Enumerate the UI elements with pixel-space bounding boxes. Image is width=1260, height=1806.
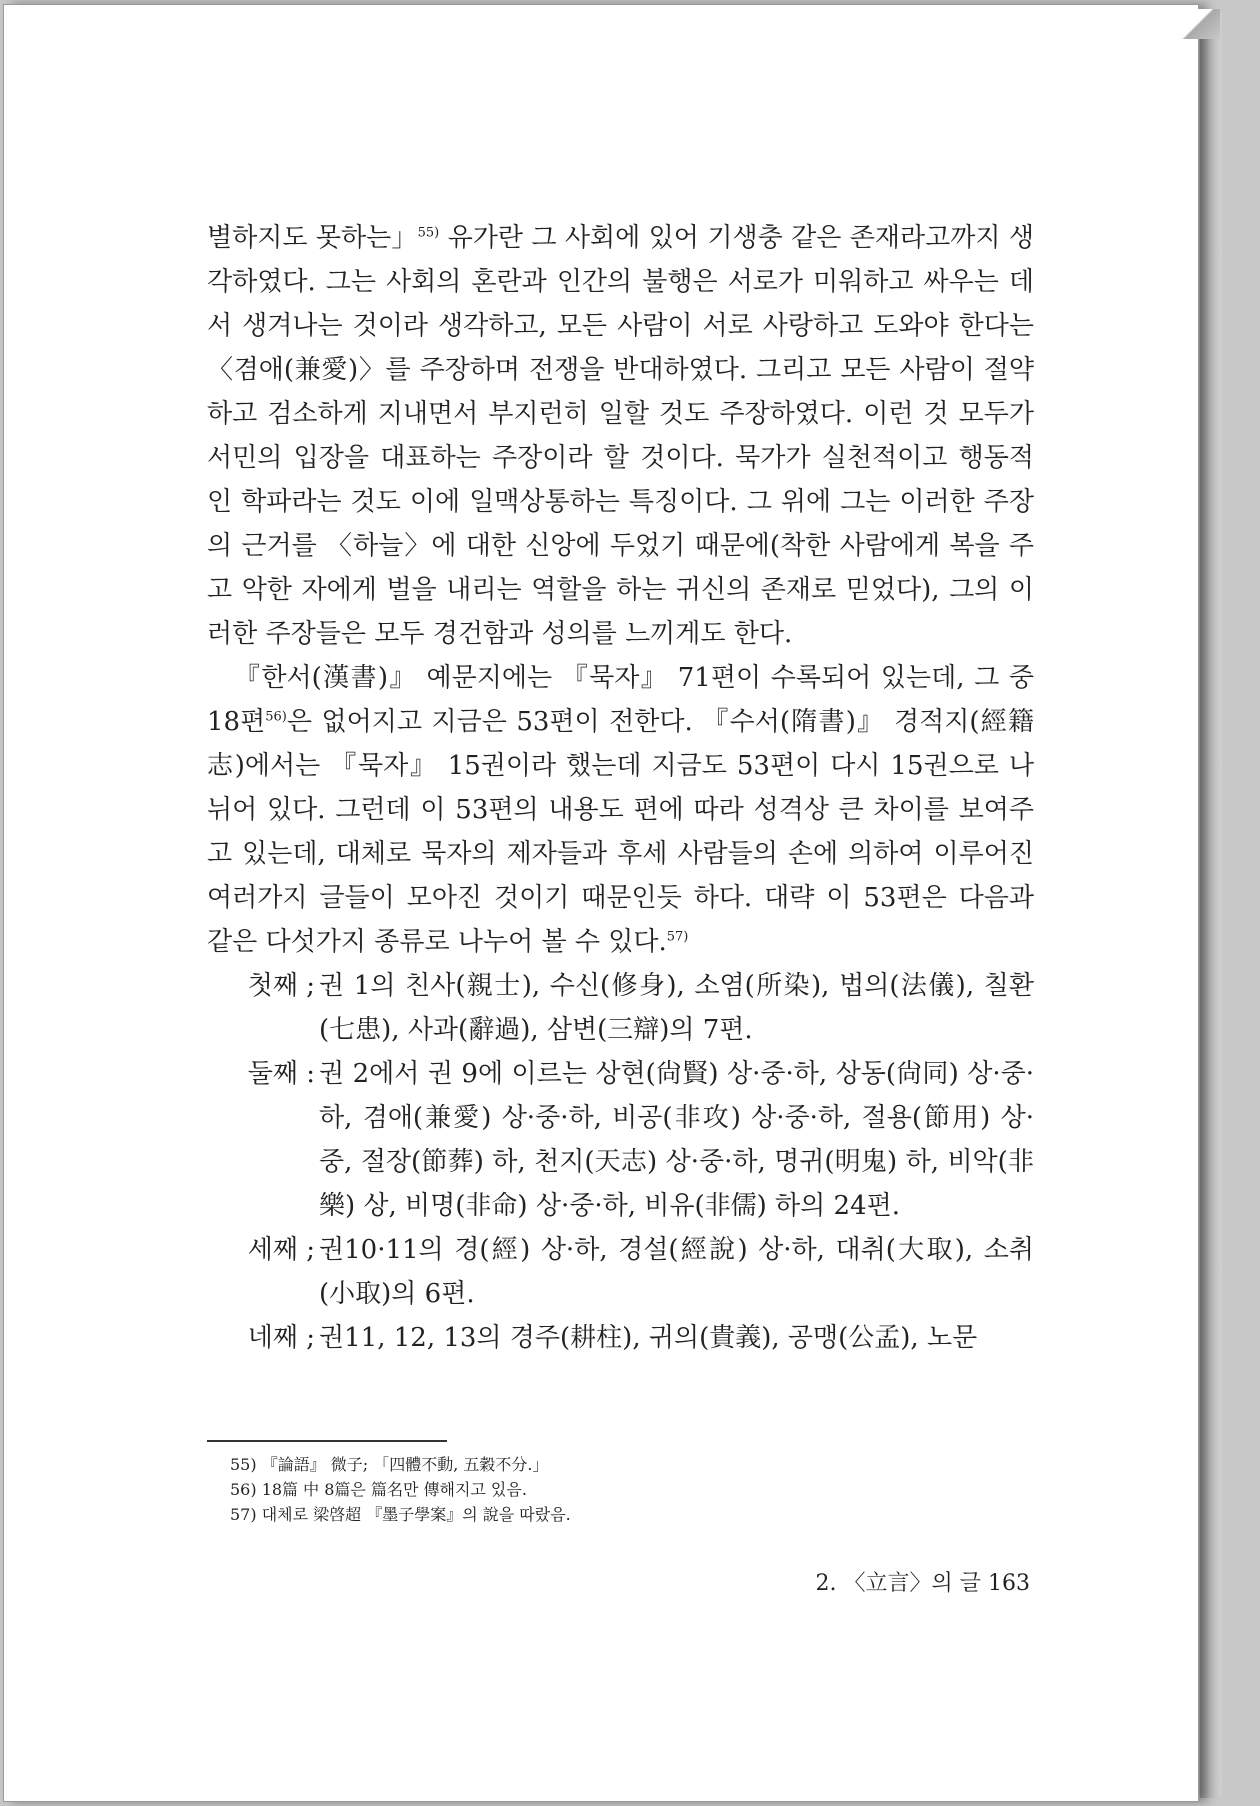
list-item-text: 권11, 12, 13의 경주(耕柱), 귀의(貴義), 공맹(公孟), 노문 <box>319 1323 978 1353</box>
page-stack-edge <box>1200 10 1222 1798</box>
list-item-label: 세째 ; <box>247 1235 315 1265</box>
list-item <box>207 1052 1034 1228</box>
list-item <box>207 1316 1034 1360</box>
list-item-text: 권 2에서 권 9에 이르는 상현(尙賢) 상·중·하, 상동(尙同) 상·중·하, 겸애(兼愛) 상·중·하, 비공(非攻) 상·중·하, 절용(節用) 상·중, 절장(節葬) 하, 천지(天志) 상·중·하, 명귀(明鬼) 하, 비악(非樂) 상, 비명(非命) 상·중·하, 비유(非儒) 하의 24편. <box>319 1059 1034 1221</box>
footnotes <box>230 1452 930 1527</box>
footnote-divider <box>207 1440 447 1442</box>
list-item <box>207 964 1034 1052</box>
paragraph-1-rest: 유가란 그 사회에 있어 기생충 같은 존재라고까지 생각하였다. 그는 사회의 혼란과 인간의 불행은 서로가 미워하고 싸우는 데서 생겨나는 것이라 생각하고, 모든 사람이 서로 사랑하고 도와야 한다는 〈겸애(兼愛)〉를 주장하며 전쟁을 반대하였다. 그리고 모든 사람이 절약하고 검소하게 지내면서 부지런히 일할 것도 주장하였다. 이런 것 모두가 서민의 입장을 대표하는 주장이라 할 것이다. 묵가가 실천적이고 행동적인 학파라는 것도 이에 일맥상통하는 특징이다. 그 위에 그는 이러한 주장의 근거를 〈하늘〉에 대한 신앙에 두었기 때문에(착한 사람에게 복을 주고 악한 자에게 벌을 내리는 역할을 하는 귀신의 존재로 믿었다), 그의 이러한 주장들은 모두 경건함과 성의를 느끼게도 한다. <box>207 223 1035 649</box>
list-item-label: 네째 ; <box>247 1323 315 1353</box>
paragraph-2-start: 『한서(漢書)』 예문지에는 『묵자』 71편이 수록되어 있는데, 그 중 18편 <box>207 663 1034 737</box>
running-footer <box>780 1566 1030 1597</box>
footnote-ref-57: 57) <box>666 929 689 945</box>
page-number: 163 <box>988 1571 1030 1596</box>
footnote-ref-55: 55) <box>417 225 440 241</box>
footnote-55: 55) 『論語』 微子; 「四體不動, 五穀不分.」 <box>230 1455 549 1474</box>
category-list <box>207 964 1034 1360</box>
footnote-ref-56: 56) <box>265 709 287 725</box>
paragraph-1-start: 별하지도 못하는」 <box>207 223 418 253</box>
list-item-label: 둘째 : <box>247 1059 315 1089</box>
paragraph-2 <box>207 656 1034 964</box>
paragraph-1 <box>207 216 1034 656</box>
footnote-56: 56) 18篇 中 8篇은 篇名만 傳해지고 있음. <box>230 1480 527 1499</box>
list-item-label: 첫째 ; <box>247 971 315 1001</box>
list-item <box>207 1228 1034 1316</box>
paragraph-2-rest: 은 없어지고 지금은 53편이 전한다. 『수서(隋書)』 경적지(經籍志)에서는 『묵자』 15권이라 했는데 지금도 53편이 다시 15권으로 나뉘어 있다. 그런데 이 53편의 내용도 편에 따라 성격상 큰 차이를 보여주고 있는데, 대체로 묵자의 제자들과 후세 사람들의 손에 의하여 이루어진 여러가지 글들이 모아진 것이기 때문인듯 하다. 대략 이 53편은 다음과 같은 다섯가지 종류로 나누어 볼 수 있다. <box>207 707 1034 957</box>
section-title: 2. 〈立言〉의 글 <box>815 1571 981 1596</box>
footnote-57: 57) 대체로 梁啓超 『墨子學案』의 說을 따랐음. <box>230 1505 571 1524</box>
list-item-text: 권10·11의 경(經) 상·하, 경설(經說) 상·하, 대취(大取), 소취(小取)의 6편. <box>319 1235 1034 1309</box>
main-text <box>207 216 1034 1360</box>
page-curl-corner <box>1176 9 1220 39</box>
list-item-text: 권 1의 친사(親士), 수신(修身), 소염(所染), 법의(法儀), 칠환(七患), 사과(辭過), 삼변(三辯)의 7편. <box>319 971 1034 1045</box>
